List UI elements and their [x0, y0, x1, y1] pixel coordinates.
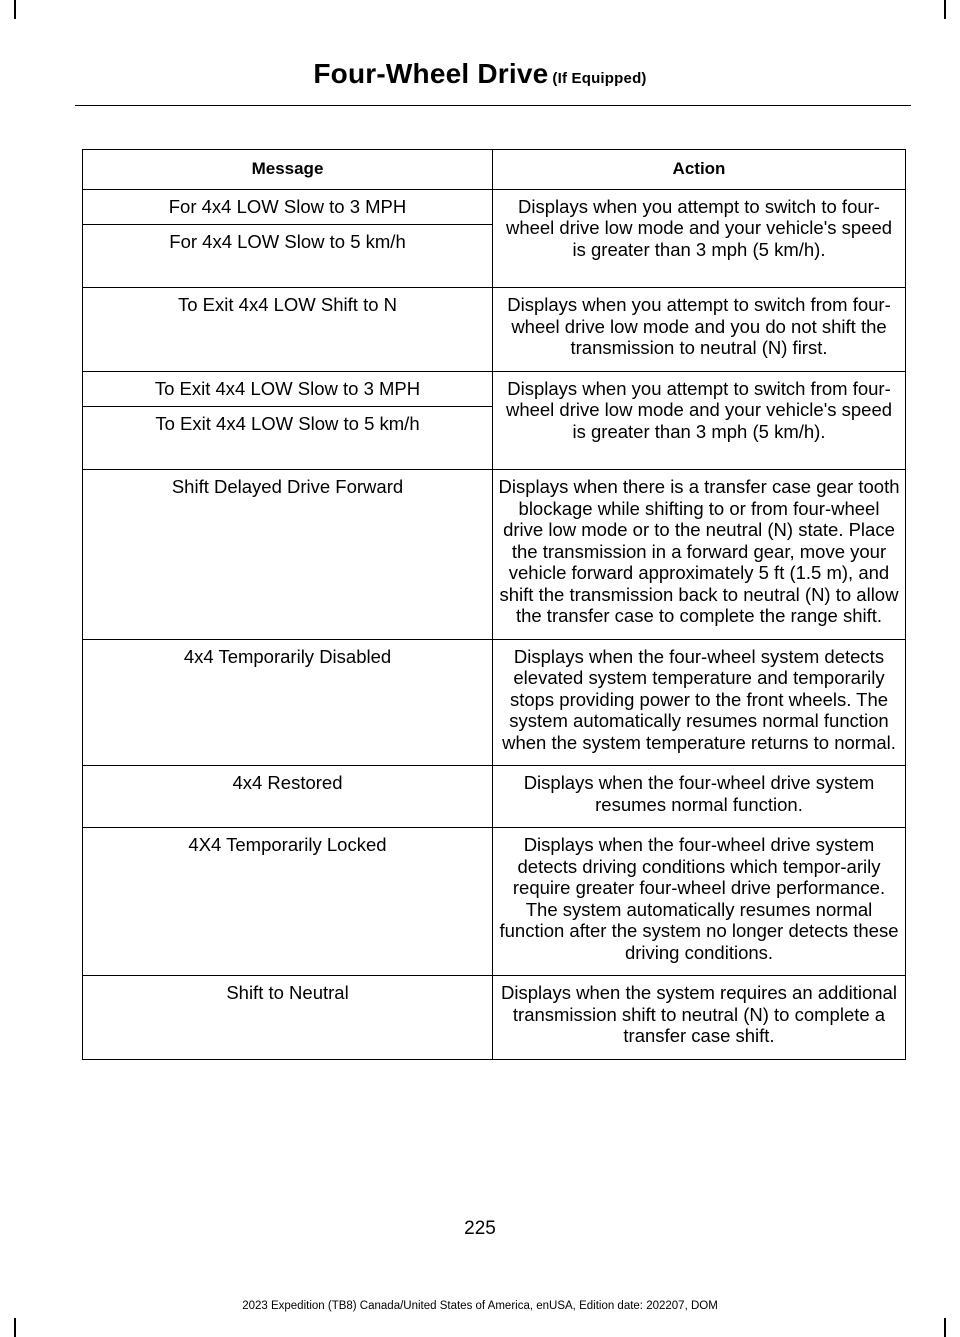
message-cell: For 4x4 LOW Slow to 5 km/h	[83, 225, 493, 288]
message-cell: To Exit 4x4 LOW Slow to 5 km/h	[83, 407, 493, 470]
message-cell: 4x4 Restored	[83, 766, 493, 828]
action-cell: Displays when you attempt to switch to four-wheel drive low mode and your vehicle's speed is greater than 3 mph (5 km/h).	[493, 189, 906, 288]
table-row	[83, 288, 906, 372]
table-row	[83, 766, 906, 828]
action-cell: Displays when there is a transfer case gear tooth blockage while shifting to or from four-wheel drive low mode or to the neutral (N) state. Place the transmission in a forward gear, move your vehicle forward approximately 5 ft (1.5 m), and shift the transmission back to neutral (N) to allow the transfer case to complete the range shift.	[493, 470, 906, 640]
message-cell: To Exit 4x4 LOW Shift to N	[83, 288, 493, 372]
table-row	[83, 470, 906, 640]
footer-edition-info: 2023 Expedition (TB8) Canada/United States of America, enUSA, Edition date: 202207, DOM	[242, 1300, 718, 1312]
message-cell: To Exit 4x4 LOW Slow to 3 MPH	[83, 371, 493, 407]
crop-mark-bottom-left	[14, 1318, 16, 1337]
action-cell: Displays when the system requires an additional transmission shift to neutral (N) to complete a transfer case shift.	[493, 976, 906, 1060]
page-title	[0, 58, 960, 90]
table-row	[83, 976, 906, 1060]
message-cell: 4x4 Temporarily Disabled	[83, 639, 493, 766]
message-table	[82, 149, 906, 1060]
message-cell: Shift Delayed Drive Forward	[83, 470, 493, 640]
page-title-text: Four-Wheel Drive	[313, 58, 549, 89]
crop-mark-bottom-right	[944, 1318, 946, 1337]
crop-mark-top-left	[14, 0, 16, 19]
action-cell: Displays when you attempt to switch from four-wheel drive low mode and you do not shift the transmission to neutral (N) first.	[493, 288, 906, 372]
table-row	[83, 371, 906, 407]
message-cell: Shift to Neutral	[83, 976, 493, 1060]
action-cell: Displays when the four-wheel drive system resumes normal function.	[493, 766, 906, 828]
action-cell: Displays when the four-wheel system detects elevated system temperature and temporarily stops providing power to the front wheels. The system automatically resumes normal function when the system temperature returns to normal.	[493, 639, 906, 766]
table-row	[83, 189, 906, 225]
action-cell: Displays when you attempt to switch from four-wheel drive low mode and your vehicle's speed is greater than 3 mph (5 km/h).	[493, 371, 906, 470]
table-row	[83, 639, 906, 766]
page-title-subtitle: (If Equipped)	[552, 70, 647, 87]
header-divider	[75, 105, 911, 106]
page-number: 225	[464, 1218, 496, 1239]
table-row	[83, 828, 906, 976]
message-cell: For 4x4 LOW Slow to 3 MPH	[83, 189, 493, 225]
column-header-action: Action	[493, 150, 906, 190]
column-header-message: Message	[83, 150, 493, 190]
message-cell: 4X4 Temporarily Locked	[83, 828, 493, 976]
action-cell: Displays when the four-wheel drive system detects driving conditions which tempor-arily require greater four-wheel drive performance. The system automatically resumes normal function after the system no longer detects these driving conditions.	[493, 828, 906, 976]
table-header-row	[83, 150, 906, 190]
crop-mark-top-right	[944, 0, 946, 19]
